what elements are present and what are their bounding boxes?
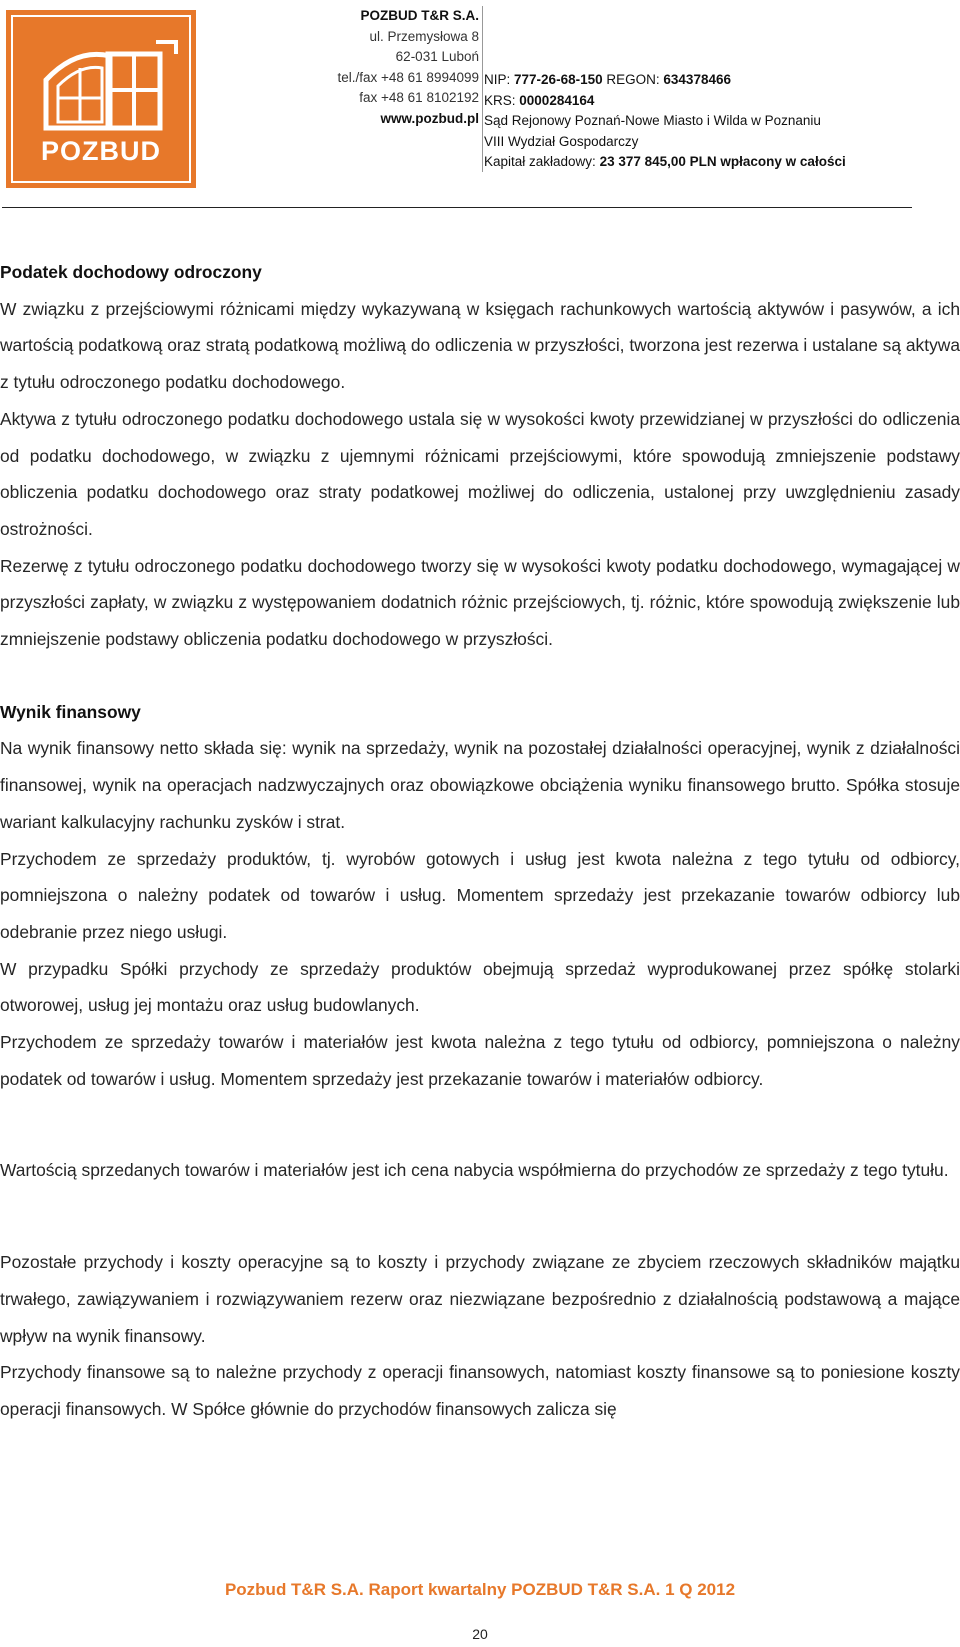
nip-label: NIP: [484,72,511,87]
header-rule [2,207,912,208]
company-name: POZBUD T&R S.A. [360,8,479,23]
footer-report-title: Pozbud T&R S.A. Raport kwartalny POZBUD T&R S.A. 1 Q 2012 [224,1580,736,1599]
logo-text: POZBUD [41,136,161,166]
fax: fax +48 61 8102192 [359,90,479,105]
website-link[interactable]: www.pozbud.pl [380,110,479,126]
street: ul. Przemysłowa 8 [369,28,479,44]
document-body [0,254,960,1428]
section-heading-deferred-tax: Podatek dochodowy odroczony [0,262,262,282]
department: VIII Wydział Gospodarczy [484,133,639,149]
phone-fax: tel./fax +48 61 8994099 [337,69,479,85]
regon-value: 634378466 [663,72,731,87]
registry-info [484,70,846,173]
court: Sąd Rejonowy Poznań-Nowe Miasto i Wilda w Poznaniu [484,113,821,128]
pozbud-logo [6,10,196,188]
paragraph: Pozostałe przychody i koszty operacyjne są to koszty i przychody związane ze zbyciem rzeczowych składników majątku trwałego, zawiązywaniem i rozwiązywaniem rezerw oraz niezwiązane bezpośrednio z działalnością podstawową a mające wpływ na wynik finansowy. [0,1252,960,1346]
capital-value: 23 377 845,00 PLN wpłacony w całości [599,154,846,169]
regon-label: REGON: [606,72,660,87]
paragraph: W przypadku Spółki przychody ze sprzedaży produktów obejmują sprzedaż wyprodukowanej przez spółkę stolarki otworowej, usług jej montażu oraz usług budowlanych. [0,958,960,1016]
paragraph: Przychodem ze sprzedaży towarów i materiałów jest kwota należna z tego tytułu od odbiorcy, pomniejszona o należny podatek od towarów i usług. Momentem sprzedaży jest przekazanie towarów i materiałów odbiorcy. [0,1032,960,1089]
postal-city: 62-031 Luboń [395,49,479,64]
capital-label: Kapitał zakładowy: [484,154,596,169]
page-number: 20 [472,1626,488,1642]
krs-label: KRS: [484,92,516,108]
nip-value: 777-26-68-150 [514,72,603,87]
paragraph: Na wynik finansowy netto składa się: wynik na sprzedaży, wynik na pozostałej działalności operacyjnej, wynik z działalności finansowej, wynik na operacjach nadzwyczajnych oraz obowiązkowe obciążenia wyniku finansowego brutto. Spółka stosuje wariant kalkulacyjny rachunku zysków i strat. [0,738,960,832]
krs-line [484,91,846,112]
section-heading-financial-result: Wynik finansowy [0,701,141,722]
paragraph: Przychodem ze sprzedaży produktów, tj. wyrobów gotowych i usług jest kwota należna z tego tytułu od odbiorcy, pomniejszona o należny podatek od towarów i usług. Momentem sprzedaży jest przekazanie towarów odbiorcy lub odebranie przez niego usługi. [0,848,960,942]
company-address [304,6,479,129]
header-divider [482,6,483,172]
capital-line [484,152,846,173]
paragraph: Rezerwę z tytułu odroczonego podatku dochodowego tworzy się w wysokości kwoty podatku dochodowego, wymagającej w przyszłości zapłaty, w związku z występowaniem dodatnich różnic przejściowych, tj. różnic, które spowodują zwiększenie lub zmniejszenie podstawy obliczenia podatku dochodowego w przyszłości. [0,555,960,650]
krs-value: 0000284164 [519,92,595,108]
paragraph: Aktywa z tytułu odroczonego podatku dochodowego ustala się w wysokości kwoty przewidzianej w przyszłości do odliczenia od podatku dochodowego, w związku z ujemnymi różnicami przejściowymi, które spowodują zmniejszenie podstawy obliczenia podatku dochodowego oraz straty podatkowej możliwej do odliczenia, ustalonej przy uwzględnieniu zasady ostrożności. [0,408,960,539]
paragraph: Przychody finansowe są to należne przychody z operacji finansowych, natomiast koszty finansowe są to poniesione koszty operacji finansowych. W Spółce głównie do przychodów finansowych zalicza się [0,1362,960,1419]
nip-regon-line [484,70,846,91]
letterhead [0,0,960,215]
paragraph: Wartością sprzedanych towarów i materiałów jest ich cena nabycia współmierna do przychodów ze sprzedaży z tego tytułu. [0,1160,949,1181]
paragraph: W związku z przejściowymi różnicami między wykazywaną w księgach rachunkowych wartością aktywów i pasywów, a ich wartością podatkową oraz stratą podatkową możliwą do odliczenia w przyszłości, tworzona jest rezerwa i ustalane są aktywa z tytułu odroczonego podatku dochodowego. [0,298,960,393]
